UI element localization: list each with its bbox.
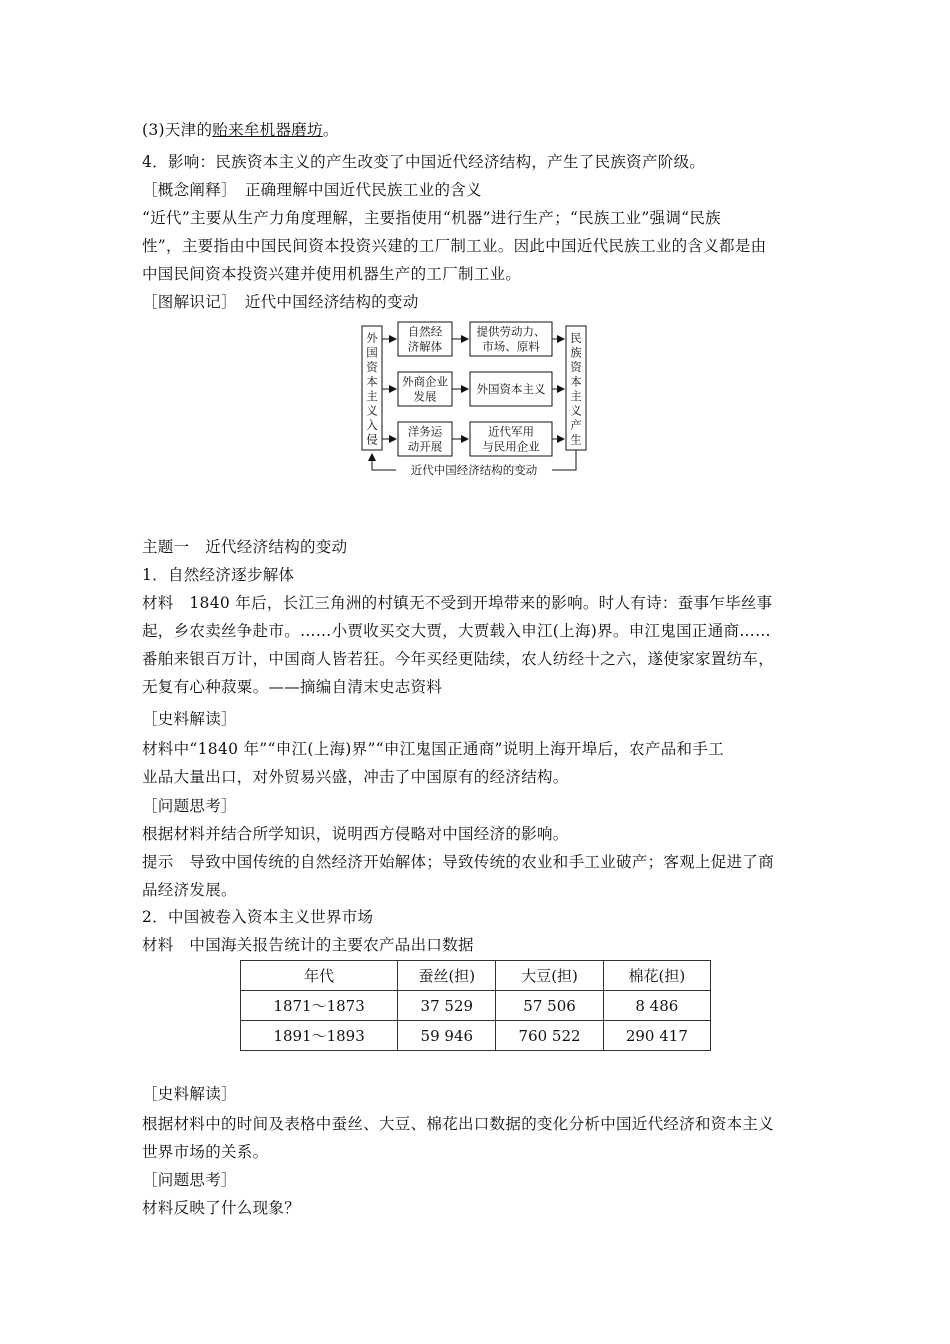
box-a-label: 洋务运动开展 [407,424,443,454]
export-data-table [240,960,711,1051]
text-line: 无复有心种菽粟。——摘编自清末史志资料 [142,678,443,696]
table-row [241,1021,711,1051]
table-cell: 290 417 [603,1021,710,1051]
text-line: 番舶来银百万计，中国商人皆若狂。今年买经更陆续，农人纺经十之六，遂使家家置纺车， [142,650,775,668]
text-span: (3)天津的 [142,121,213,139]
text-line: 品经济发展。 [142,881,237,899]
box-a-label: 外商企业发展 [402,374,448,404]
text-line: 材料 中国海关报告统计的主要农产品出口数据 [142,936,474,954]
table-cell: 57 506 [496,991,603,1021]
text-span: 。 [322,121,339,139]
text-line: 起，乡农卖丝争赴市。……小贾收买交大贾，大贾载入申江(上海)界。申江鬼国正通商…… [142,622,771,640]
table-cell: 59 946 [398,1021,496,1051]
section-heading: 主题一 近代经济结构的变动 [142,538,348,556]
table-cell: 760 522 [496,1021,603,1051]
table-cell: 37 529 [398,991,496,1021]
text-line: 材料 1840 年后，长江三角洲的村镇无不受到开埠带来的影响。时人有诗：蚕事乍毕丝事 [142,594,773,612]
text-line: 提示 导致中国传统的自然经济开始解体；导致传统的农业和手工业破产；客观上促进了商 [142,853,775,871]
left-label: 外国资本主义入侵 [366,331,378,447]
table-header: 棉花(担) [603,961,710,991]
text-line: 4．影响：民族资本主义的产生改变了中国近代经济结构，产生了民族资产阶级。 [142,153,706,171]
table-cell: 1871～1873 [241,991,398,1021]
text-line: ［图解识记］ 近代中国经济结构的变动 [142,293,419,311]
text-line: 2．中国被卷入资本主义世界市场 [142,908,374,926]
economic-structure-diagram [356,318,596,480]
text-line: ［问题思考］ [142,1171,237,1189]
text-line: 根据材料并结合所学知识，说明西方侵略对中国经济的影响。 [142,825,569,843]
text-line: 根据材料中的时间及表格中蚕丝、大豆、棉花出口数据的变化分析中国近代经济和资本主义 [142,1115,775,1133]
table-header: 蚕丝(担) [398,961,496,991]
text-line [142,120,339,140]
text-line: 1．自然经济逐步解体 [142,566,295,584]
text-line: 中国民间资本投资兴建并使用机器生产的工厂制工业。 [142,265,522,283]
loop-line-right [552,450,576,470]
text-line: “近代”主要从生产力角度理解，主要指使用“机器”进行生产；“民族工业”强调“民族 [142,209,721,227]
table-header-row [241,961,711,991]
loop-line-left [372,454,396,470]
table-header: 年代 [241,961,398,991]
box-b-label: 近代军用与民用企业 [482,424,540,454]
table-cell: 8 486 [603,991,710,1021]
text-line: ［概念阐释］ 正确理解中国近代民族工业的含义 [142,181,482,199]
right-label: 民族资本主义产生 [570,331,582,447]
box-b-label: 外国资本主义 [476,382,546,396]
diagram-svg [356,318,596,480]
text-line: 材料中“1840 年”“申江(上海)界”“申江鬼国正通商”说明上海开埠后，农产品和手工 [142,740,724,758]
text-line: ［史料解读］ [142,710,237,728]
table-row [241,991,711,1021]
text-line: 业品大量出口，对外贸易兴盛，冲击了中国原有的经济结构。 [142,768,569,786]
box-b-label: 提供劳动力、市场、原料 [476,324,546,354]
text-line: ［史料解读］ [142,1085,237,1103]
text-line: 材料反映了什么现象？ [142,1199,301,1217]
text-line: 性”，主要指由中国民间资本投资兴建的工厂制工业。因此中国近代民族工业的含义都是由 [142,237,767,255]
text-line: 世界市场的关系。 [142,1143,269,1161]
diagram-caption: 近代中国经济结构的变动 [410,463,538,477]
table-cell: 1891～1893 [241,1021,398,1051]
underlined-term: 贻来牟机器磨坊 [212,121,323,139]
text-line: ［问题思考］ [142,797,237,815]
table-header: 大豆(担) [496,961,603,991]
box-a-label: 自然经济解体 [407,324,443,354]
